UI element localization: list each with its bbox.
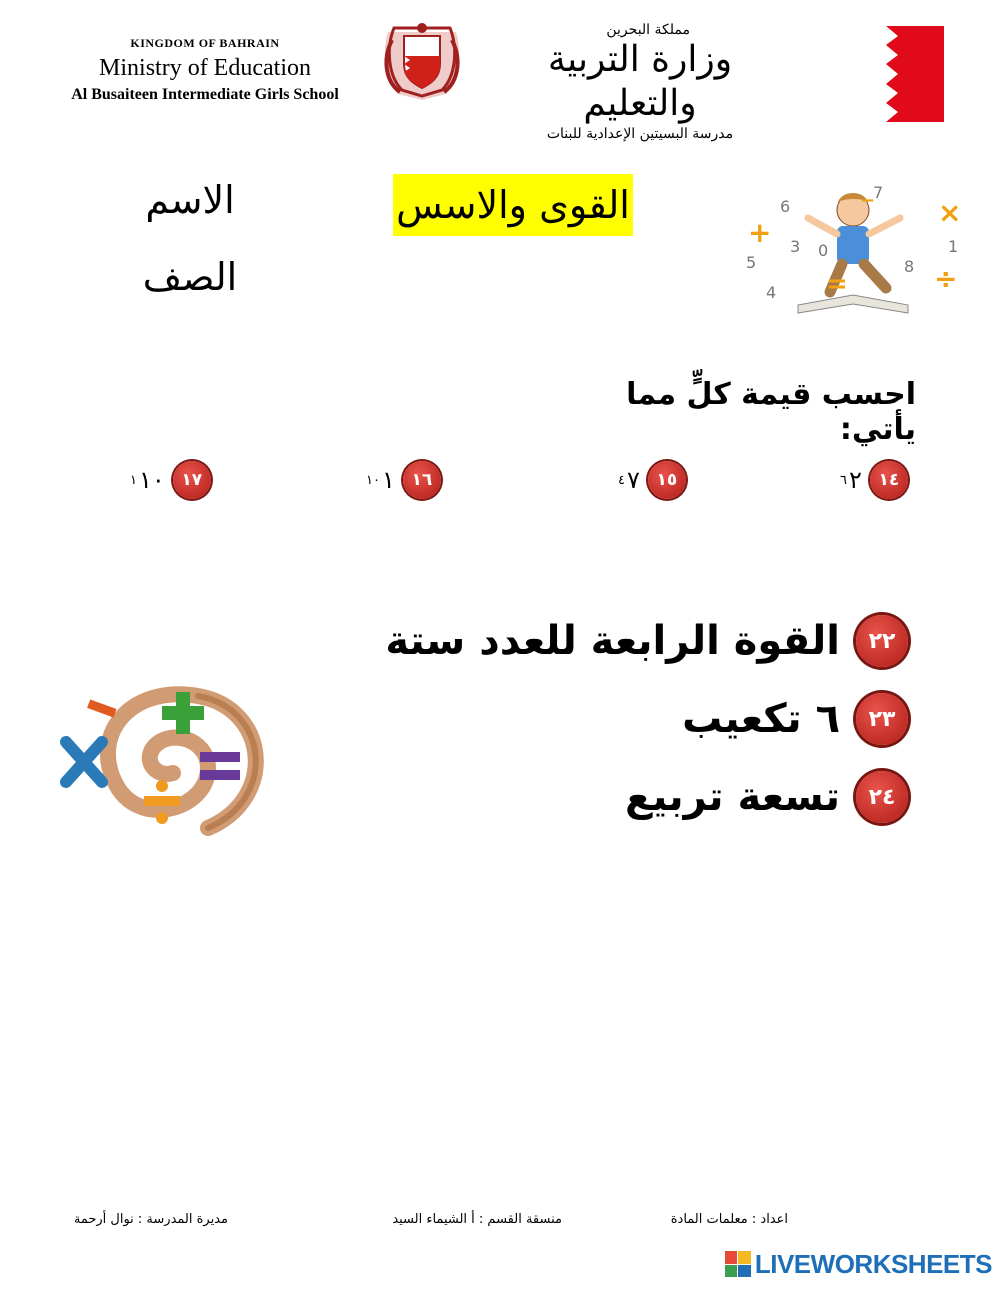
name-label: الاسم [145, 178, 235, 222]
school-ar: مدرسة البسيتين الإعدادية للبنات [546, 126, 734, 142]
class-label: الصف [142, 255, 238, 299]
worksheet-title: القوى والاسس [393, 174, 633, 236]
liveworksheets-wordmark: LIVEWORKSHEETS [754, 1248, 992, 1279]
minus-symbol-icon: − [860, 190, 876, 211]
exercise-base: ١ [381, 466, 395, 494]
divide-symbol-icon: ÷ [934, 262, 958, 295]
footer-prepared-by: اعداد : معلمات المادة [670, 1212, 788, 1227]
exercise-exponent: ٦ [840, 472, 847, 488]
liveworksheets-icon [725, 1251, 751, 1277]
number-1: 1 [948, 237, 959, 256]
exercise-base: ١٠ [138, 466, 165, 494]
plus-symbol-icon: + [748, 216, 772, 249]
number-7: 7 [873, 183, 884, 202]
number-0: 0 [818, 241, 829, 260]
kingdom-ar: مملكة البحرين [606, 22, 690, 38]
exercise-number-badge: ١٥ [648, 461, 686, 499]
number-8: 8 [904, 257, 915, 276]
problem-text: القوة الرابعة للعدد ستة [385, 618, 840, 664]
number-6: 6 [780, 197, 791, 216]
header-arabic [490, 22, 790, 142]
exercise-17 [130, 458, 211, 502]
problem-22 [385, 616, 908, 666]
exercise-number-badge: ١٦ [403, 461, 441, 499]
instruction-heading: احسب قيمة كلٍّ مما يأتي: [626, 377, 916, 447]
problem-24 [625, 772, 908, 822]
bahrain-flag-icon [862, 26, 944, 122]
footer-coordinator: منسقة القسم : أ الشيماء السيد [392, 1212, 562, 1227]
problem-23 [682, 694, 908, 744]
exercise-exponent: ٤ [618, 472, 625, 488]
math-symbols-swirl-illustration [58, 678, 268, 848]
problem-number-badge: ٢٢ [856, 615, 908, 667]
problem-number-badge: ٢٤ [856, 771, 908, 823]
ministry-ar: وزارة التربية والتعليم [547, 39, 733, 124]
problem-text: تسعة تربيع [624, 774, 840, 820]
problem-text: ٦ تكعيب [682, 696, 840, 742]
liveworksheets-logo[interactable] [692, 1249, 992, 1279]
exercise-exponent: ١ [130, 472, 137, 488]
exercise-base: ٧ [626, 466, 640, 494]
exercise-base: ٢ [848, 466, 862, 494]
exercise-14 [840, 458, 908, 502]
problem-number-badge: ٢٣ [856, 693, 908, 745]
times-symbol-icon: × [938, 196, 962, 229]
exercise-exponent: ١٠ [366, 472, 380, 488]
kid-with-numbers-illustration [738, 180, 968, 320]
kingdom-en: KINGDOM OF BAHRAIN [130, 36, 280, 50]
header-english [40, 36, 370, 104]
number-4: 4 [766, 283, 777, 302]
exercise-15 [618, 458, 686, 502]
exercise-number-badge: ١٤ [870, 461, 908, 499]
school-en: Al Busaiteen Intermediate Girls School [71, 86, 339, 103]
number-5: 5 [746, 253, 757, 272]
equals-symbol-icon: = [826, 269, 848, 299]
footer-principal: مديرة المدرسة : نوال أرحمة [73, 1212, 228, 1227]
exercise-16 [366, 458, 441, 502]
number-3: 3 [790, 237, 801, 256]
bahrain-coat-of-arms-icon [378, 20, 466, 102]
ministry-en: Ministry of Education [99, 55, 311, 81]
exercise-number-badge: ١٧ [173, 461, 211, 499]
